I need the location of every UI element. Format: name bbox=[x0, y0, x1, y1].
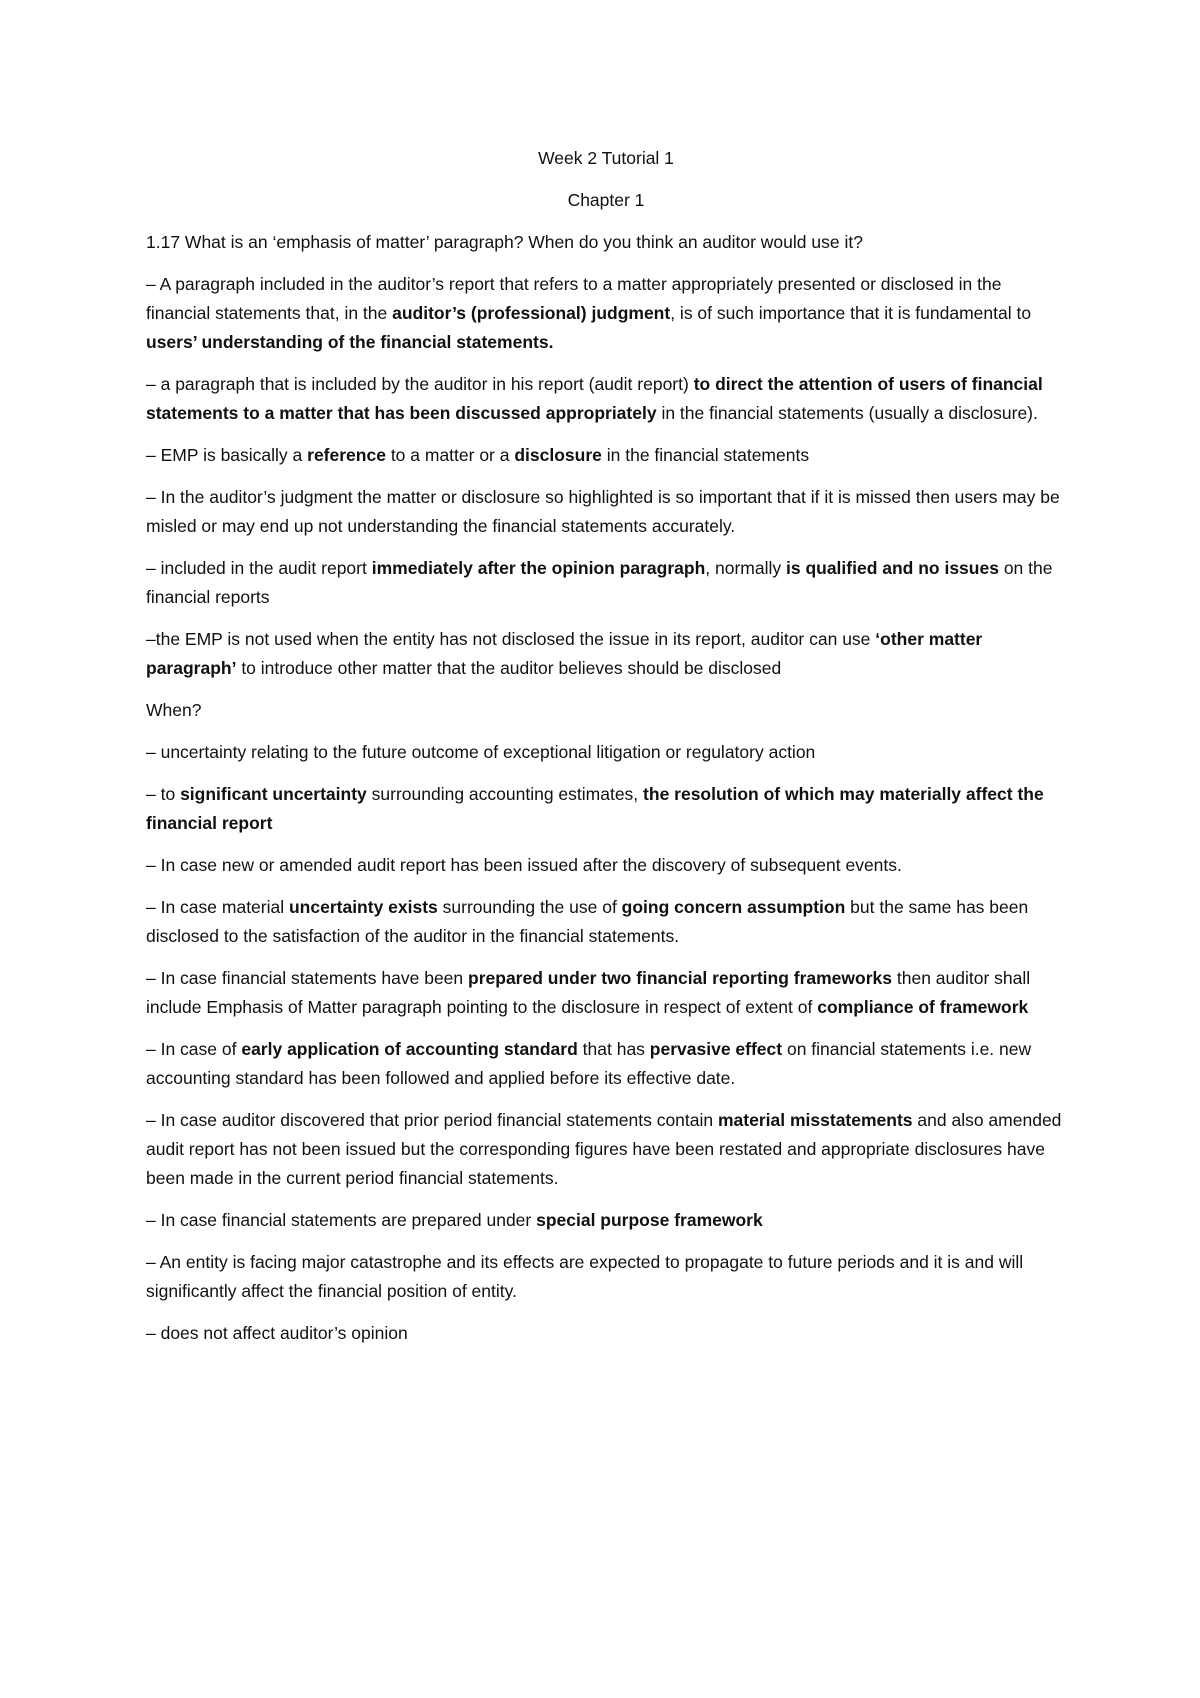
bold-text-run: auditor’s (professional) judgment bbox=[392, 303, 671, 323]
text-run: – In case of bbox=[146, 1039, 242, 1059]
text-run: on the financial reports bbox=[146, 558, 1053, 607]
text-run: – included in the audit report bbox=[146, 558, 372, 578]
answer-paragraph bbox=[146, 270, 1066, 357]
document-title: Week 2 Tutorial 1 bbox=[538, 148, 674, 168]
bold-text-run: compliance of framework bbox=[817, 997, 1029, 1017]
answer-paragraph bbox=[146, 1248, 1066, 1306]
bold-text-run: is qualified and no issues bbox=[785, 558, 999, 578]
answer-paragraph bbox=[146, 441, 1066, 470]
text-run: surrounding accounting estimates, bbox=[366, 784, 644, 804]
bold-text-run: uncertainty exists bbox=[288, 897, 438, 917]
answer-paragraph bbox=[146, 1319, 1066, 1348]
text-run: – EMP is basically a bbox=[146, 445, 308, 465]
answer-paragraph bbox=[146, 1035, 1066, 1093]
text-run: – In case financial statements are prepared under bbox=[146, 1210, 537, 1230]
text-run: but the same has been disclosed to the satisfaction of the auditor in the financial statements. bbox=[146, 897, 1029, 946]
text-run: – does not affect auditor’s opinion bbox=[146, 1323, 408, 1343]
bold-text-run: immediately after the opinion paragraph bbox=[371, 558, 706, 578]
text-run: surrounding the use of bbox=[437, 897, 622, 917]
text-run: – In case new or amended audit report has been issued after the discovery of subsequent events. bbox=[146, 855, 902, 875]
bold-text-run: ‘other matter paragraph’ bbox=[146, 629, 983, 678]
bold-text-run: users’ understanding of the financial statements. bbox=[146, 332, 554, 352]
text-run: , is of such importance that it is fundamental to bbox=[670, 303, 1032, 323]
bold-text-run: pervasive effect bbox=[649, 1039, 783, 1059]
bold-text-run: the resolution of which may materially affect the financial report bbox=[146, 784, 1044, 833]
text-run: , normally bbox=[705, 558, 786, 578]
document-body bbox=[146, 144, 1066, 1361]
answer-paragraph bbox=[146, 625, 1066, 683]
text-run: – In the auditor’s judgment the matter or disclosure so highlighted is so important that if it is missed then users may be misled or may end up not understanding the financial statements accurately. bbox=[146, 487, 1060, 536]
text-run: in the financial statements bbox=[601, 445, 810, 465]
answer-paragraph bbox=[146, 696, 1066, 725]
text-run: to introduce other matter that the auditor believes should be disclosed bbox=[236, 658, 782, 678]
answer-paragraph bbox=[146, 1106, 1066, 1193]
text-run: – In case material bbox=[146, 897, 289, 917]
bold-text-run: going concern assumption bbox=[621, 897, 846, 917]
chapter-heading: Chapter 1 bbox=[567, 190, 645, 210]
bold-text-run: reference bbox=[307, 445, 386, 465]
text-run: and also amended audit report has not been issued but the corresponding figures have been restated and appropriate disclosures have been made in the current period financial statements. bbox=[146, 1110, 1062, 1188]
answer-paragraph bbox=[146, 780, 1066, 838]
bold-text-run: significant uncertainty bbox=[180, 784, 367, 804]
text-run: – A paragraph included in the auditor’s report that refers to a matter appropriately presented or disclosed in the financial statements that, in the bbox=[146, 274, 1002, 323]
question-text: 1.17 What is an ‘emphasis of matter’ paragraph? When do you think an auditor would use it? bbox=[146, 232, 863, 252]
answer-paragraph bbox=[146, 483, 1066, 541]
text-run: that has bbox=[577, 1039, 650, 1059]
text-run: – a paragraph that is included by the auditor in his report (audit report) bbox=[146, 374, 694, 394]
answer-paragraph bbox=[146, 554, 1066, 612]
text-run: When? bbox=[146, 700, 202, 720]
text-run: – An entity is facing major catastrophe and its effects are expected to propagate to future periods and it is and will significantly affect the financial position of entity. bbox=[146, 1252, 1024, 1301]
text-run: then auditor shall include Emphasis of Matter paragraph pointing to the disclosure in respect of extent of bbox=[146, 968, 1031, 1017]
answer-paragraphs bbox=[146, 270, 1066, 1348]
bold-text-run: special purpose framework bbox=[536, 1210, 763, 1230]
answer-paragraph bbox=[146, 370, 1066, 428]
answer-paragraph bbox=[146, 1206, 1066, 1235]
bold-text-run: disclosure bbox=[514, 445, 602, 465]
text-run: – In case auditor discovered that prior period financial statements contain bbox=[146, 1110, 718, 1130]
bold-text-run: prepared under two financial reporting frameworks bbox=[468, 968, 892, 988]
text-run: in the financial statements (usually a disclosure). bbox=[656, 403, 1038, 423]
answer-paragraph bbox=[146, 738, 1066, 767]
answer-paragraph bbox=[146, 893, 1066, 951]
text-run: –the EMP is not used when the entity has not disclosed the issue in its report, auditor can use bbox=[146, 629, 876, 649]
answer-paragraph bbox=[146, 851, 1066, 880]
text-run: on financial statements i.e. new accounting standard has been followed and applied before its effective date. bbox=[146, 1039, 1032, 1088]
bold-text-run: early application of accounting standard bbox=[241, 1039, 578, 1059]
answer-paragraph bbox=[146, 964, 1066, 1022]
text-run: – In case financial statements have been bbox=[146, 968, 469, 988]
text-run: to a matter or a bbox=[385, 445, 515, 465]
text-run: – to bbox=[146, 784, 181, 804]
bold-text-run: material misstatements bbox=[718, 1110, 913, 1130]
text-run: – uncertainty relating to the future outcome of exceptional litigation or regulatory action bbox=[146, 742, 816, 762]
bold-text-run: to direct the attention of users of financial statements to a matter that has been discussed appropriately bbox=[146, 374, 1043, 423]
